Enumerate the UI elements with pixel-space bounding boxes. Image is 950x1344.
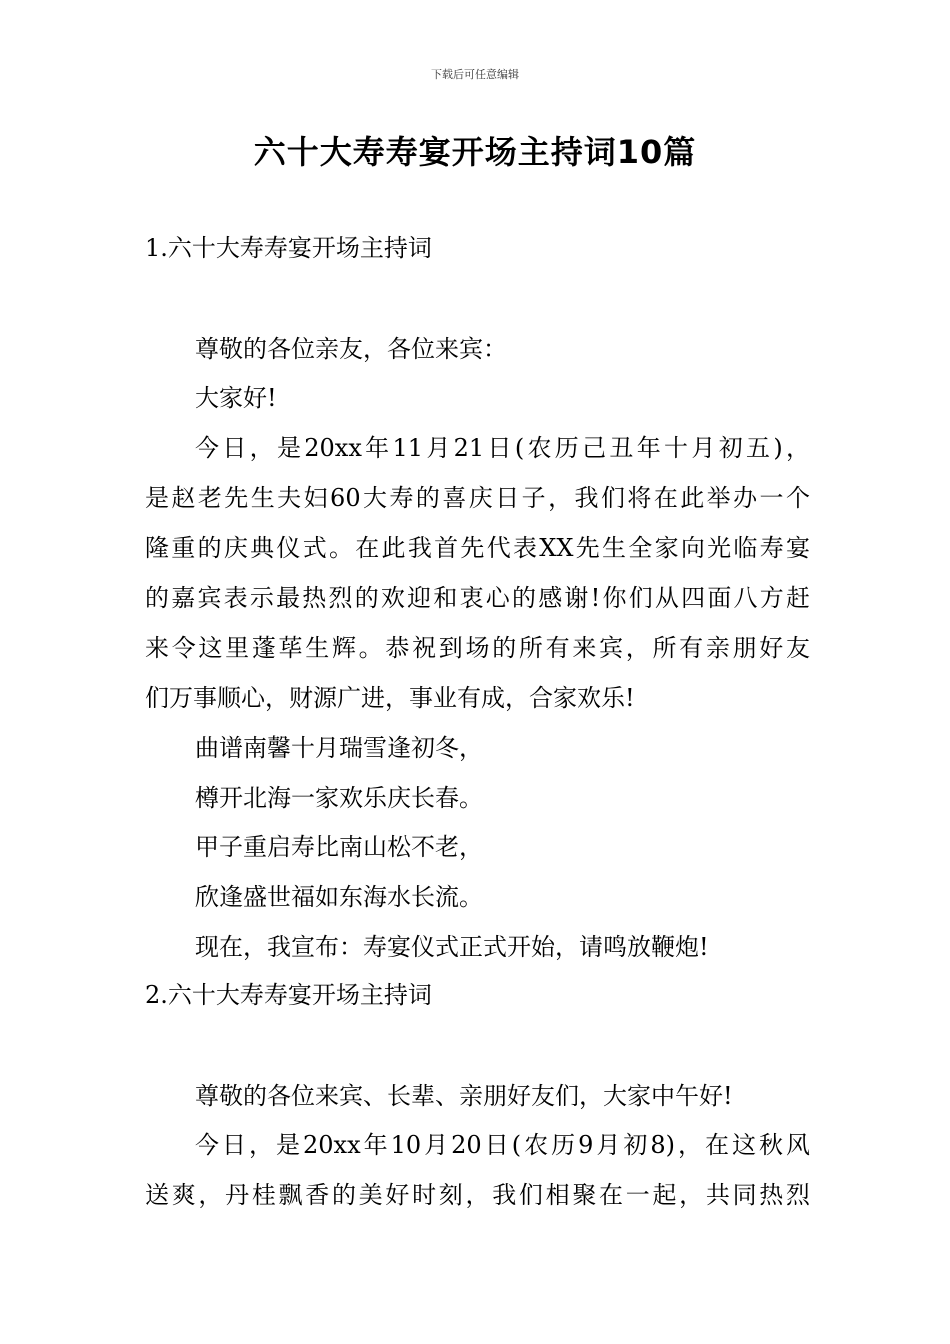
paragraph-line: 今日，是20xx年10月20日(农历9月初8)，在这秋风 (195, 1131, 810, 1159)
paragraph-line: 送爽，丹桂飘香的美好时刻，我们相聚在一起，共同热烈 (145, 1181, 810, 1209)
document-title: 六十大寿寿宴开场主持词10篇 (253, 133, 697, 171)
paragraph-line: 来令这里蓬荜生辉。恭祝到场的所有来宾，所有亲朋好友 (145, 634, 810, 662)
paragraph-line: 尊敬的各位亲友，各位来宾： (195, 335, 507, 363)
poem-line: 樽开北海一家欢乐庆长春。 (195, 784, 483, 812)
paragraph-line: 大家好! (195, 384, 277, 412)
paragraph-line: 现在，我宣布：寿宴仪式正式开始，请鸣放鞭炮! (195, 933, 709, 961)
header-note: 下载后可任意编辑 (431, 68, 519, 81)
section-heading: 2.六十大寿寿宴开场主持词 (145, 981, 432, 1009)
poem-line: 曲谱南馨十月瑞雪逢初冬， (195, 734, 483, 762)
poem-line: 欣逢盛世福如东海水长流。 (195, 883, 483, 911)
paragraph-line: 今日，是20xx年11月21日(农历己丑年十月初五)， (195, 434, 810, 462)
paragraph-line: 是赵老先生夫妇60大寿的喜庆日子，我们将在此举办一个 (145, 484, 810, 512)
section-heading: 1.六十大寿寿宴开场主持词 (145, 234, 432, 262)
paragraph-line: 的嘉宾表示最热烈的欢迎和衷心的感谢!你们从四面八方赶 (145, 584, 810, 612)
paragraph-line: 们万事顺心，财源广进，事业有成，合家欢乐! (145, 684, 635, 712)
poem-line: 甲子重启寿比南山松不老， (195, 833, 483, 861)
paragraph-line: 尊敬的各位来宾、长辈、亲朋好友们，大家中午好! (195, 1082, 733, 1110)
paragraph-line: 隆重的庆典仪式。在此我首先代表XX先生全家向光临寿宴 (145, 534, 810, 562)
